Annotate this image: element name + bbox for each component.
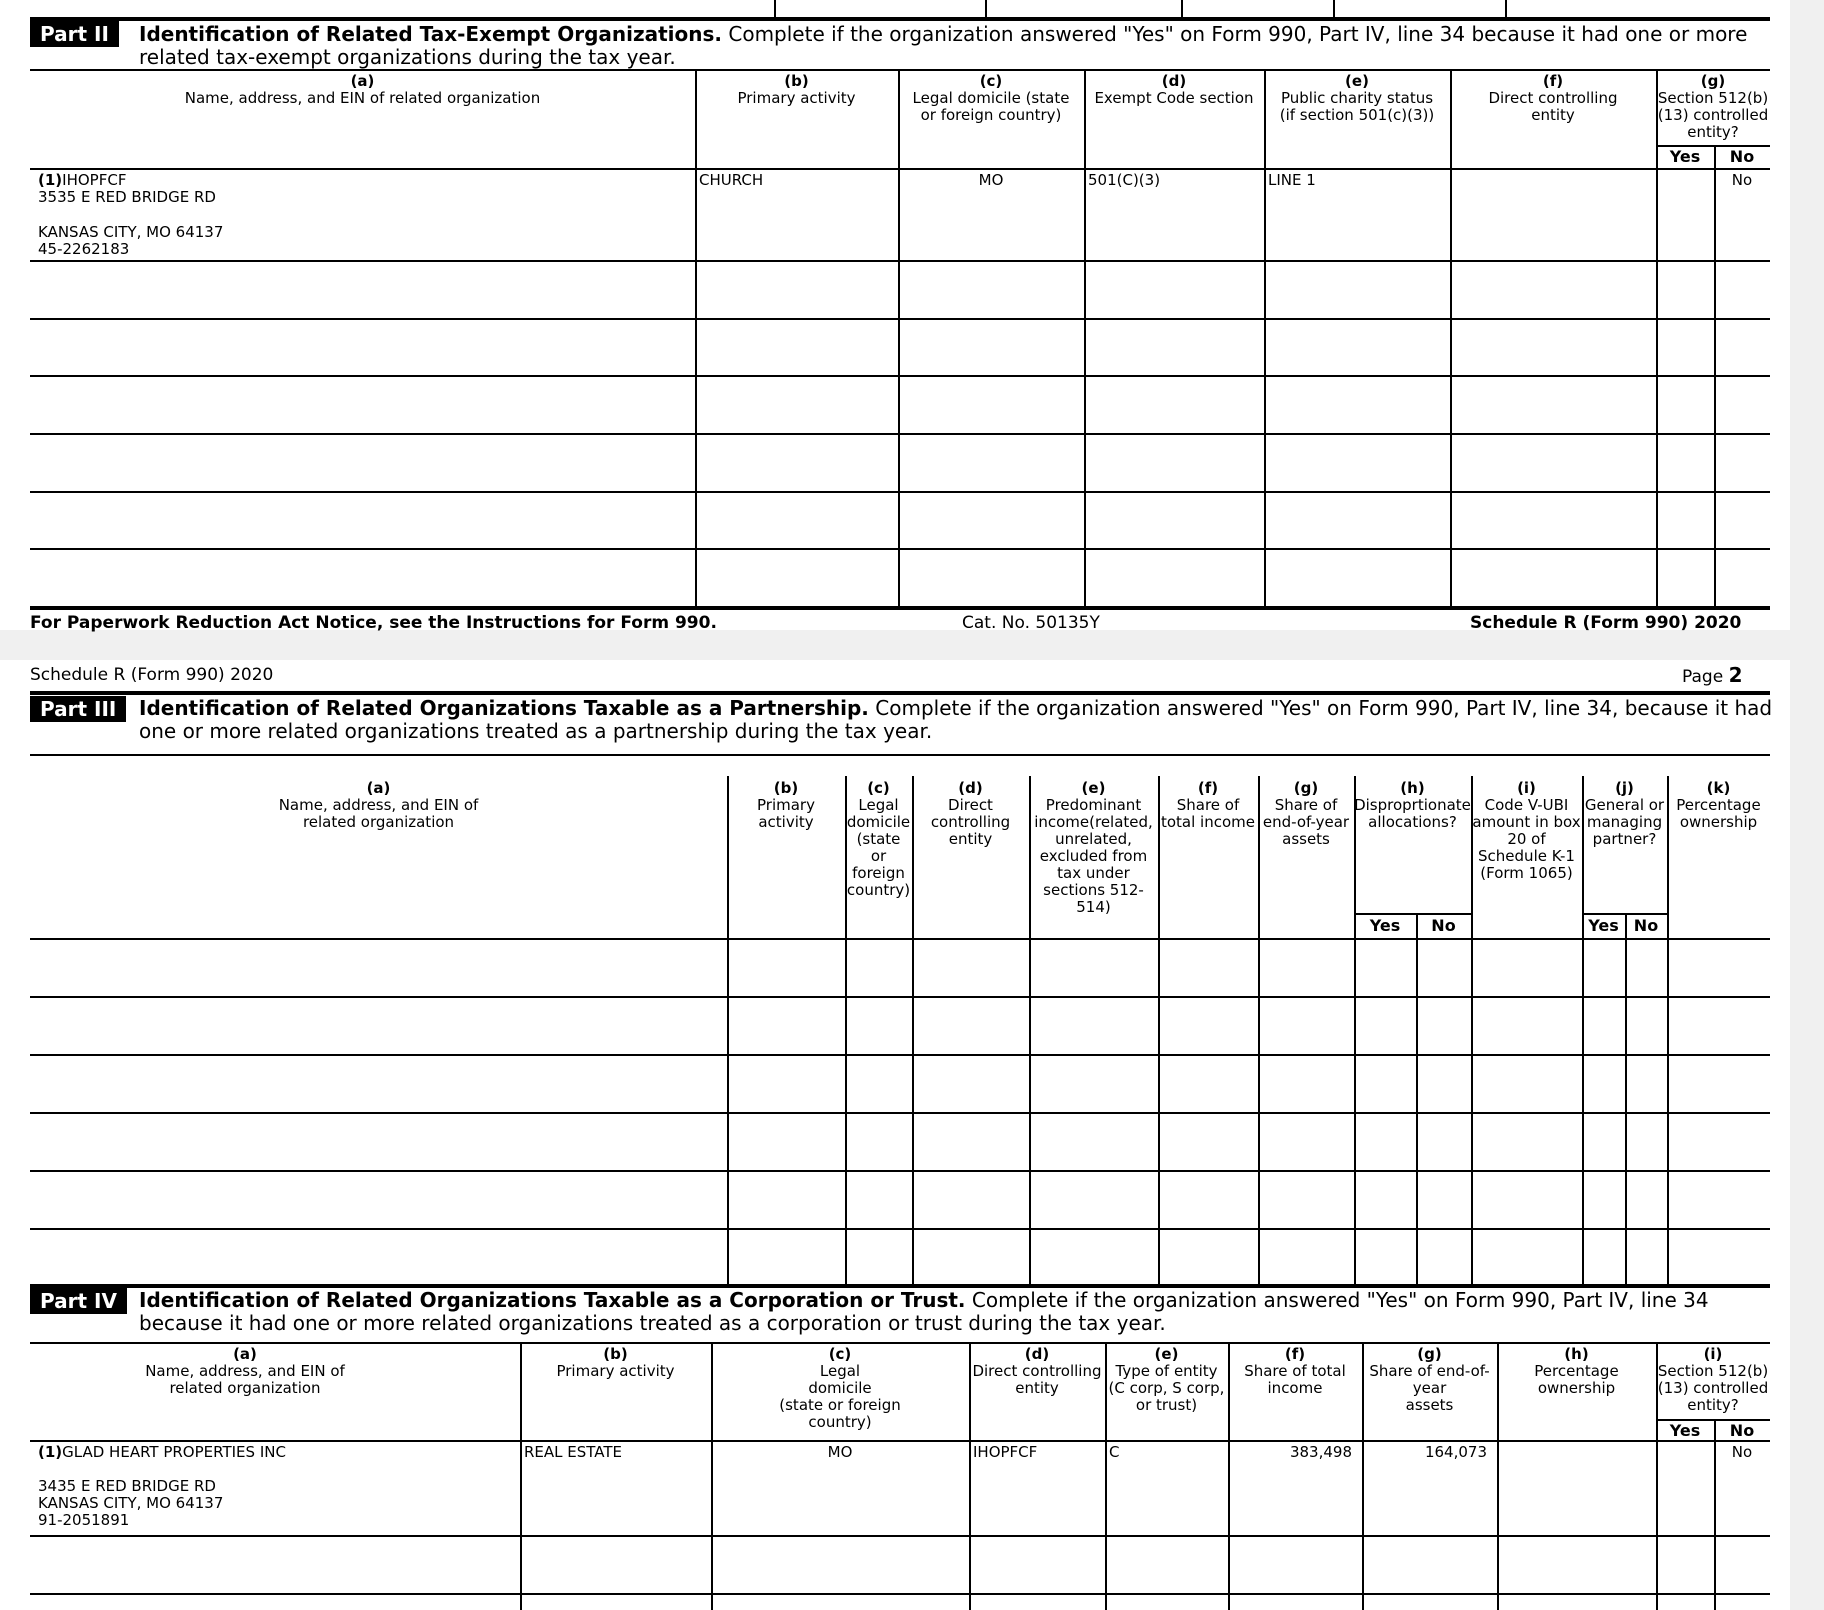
- org-activity: CHURCH: [699, 171, 764, 189]
- col-yes-label: Yes: [1369, 916, 1401, 935]
- col-letter: (e): [1081, 779, 1106, 797]
- org-activity: REAL ESTATE: [524, 1443, 623, 1461]
- col-label: allocations?: [1368, 813, 1457, 831]
- col-letter: (i): [1517, 779, 1536, 797]
- col-label: sections 512-: [1043, 881, 1144, 899]
- col-yes-label: Yes: [1588, 916, 1619, 935]
- col-letter: (a): [366, 779, 391, 797]
- col-label: Predominant: [1045, 796, 1142, 814]
- org-ein: 45-2262183: [38, 240, 130, 258]
- org-name: IHOPFCF: [62, 171, 127, 189]
- col-label: year: [1412, 1379, 1447, 1397]
- col-letter: (f): [1284, 1345, 1306, 1363]
- col-label: 20 of: [1507, 830, 1546, 848]
- part2-title-rest: Complete if the organization answered "Yes" on Form 990, Part IV, line 34 because it had one or more: [722, 22, 1748, 46]
- col-label: excluded from: [1039, 847, 1148, 865]
- col-label: Exempt Code section: [1094, 89, 1254, 107]
- col-label: ownership: [1679, 813, 1758, 831]
- col-letter: (b): [603, 1345, 628, 1363]
- schedule-r-page-2: [0, 660, 1790, 1610]
- col-label: entity: [1015, 1379, 1059, 1397]
- schedule-footer: Schedule R (Form 990) 2020: [1470, 613, 1742, 633]
- col-label: unrelated,: [1055, 830, 1132, 848]
- col-label: Share of end-of-: [1369, 1362, 1490, 1380]
- col-label: ownership: [1537, 1379, 1616, 1397]
- part3-title: [139, 697, 1772, 720]
- col-label: foreign: [852, 864, 905, 882]
- col-letter: (j): [1615, 779, 1634, 797]
- org-charity-status: LINE 1: [1268, 171, 1316, 189]
- part3-label: Part III: [30, 696, 126, 722]
- col-label: Direct: [948, 796, 993, 814]
- page-header-left: Schedule R (Form 990) 2020: [30, 665, 274, 685]
- col-label: Share of total: [1244, 1362, 1346, 1380]
- col-label: or: [870, 847, 887, 865]
- col-label: (state or foreign: [779, 1396, 901, 1414]
- col-letter: (g): [1417, 1345, 1442, 1363]
- col-label: Direct controlling: [1488, 89, 1618, 107]
- schedule-r-page-1: [0, 0, 1790, 633]
- col-label: Percentage: [1534, 1362, 1619, 1380]
- col-letter: (c): [979, 72, 1003, 90]
- part2-label: Part II: [30, 21, 119, 47]
- col-label: (C corp, S corp,: [1108, 1379, 1225, 1397]
- col-letter: (f): [1197, 779, 1219, 797]
- col-label: Disproprtionate: [1354, 796, 1471, 814]
- org-code-section: 501(C)(3): [1088, 171, 1161, 189]
- col-label: General or: [1584, 796, 1665, 814]
- col-letter: (d): [1024, 1345, 1050, 1363]
- part4-title: [139, 1289, 1709, 1312]
- col-label: end-of-year: [1262, 813, 1350, 831]
- col-yes-label: Yes: [1669, 147, 1701, 166]
- col-label: 514): [1076, 898, 1111, 916]
- col-label: Public charity status: [1280, 89, 1434, 107]
- col-label: Name, address, and EIN of: [278, 796, 479, 814]
- col-label: related organization: [302, 813, 455, 831]
- col-label: (13) controlled: [1657, 1379, 1769, 1397]
- col-label: assets: [1405, 1396, 1454, 1414]
- part4-title-line2: because it had one or more related organizations treated as a corporation or trust during the tax year.: [139, 1311, 1166, 1335]
- col-label: Code V-UBI: [1484, 796, 1569, 814]
- col-letter: (c): [867, 779, 890, 797]
- org-address-line1: 3435 E RED BRIDGE RD: [38, 1477, 216, 1495]
- col-label: Percentage: [1676, 796, 1761, 814]
- col-letter: (c): [828, 1345, 852, 1363]
- page-number-value: 2: [1728, 663, 1743, 687]
- org-domicile: MO: [978, 171, 1004, 189]
- row-number: (1): [38, 1443, 63, 1461]
- part3-title-line2: one or more related organizations treated as a partnership during the tax year.: [139, 719, 933, 743]
- org-share-assets: 164,073: [1424, 1443, 1487, 1461]
- org-domicile: MO: [827, 1443, 853, 1461]
- col-letter: (e): [1345, 72, 1369, 90]
- org-share-income: 383,498: [1289, 1443, 1352, 1461]
- paperwork-notice: For Paperwork Reduction Act Notice, see the Instructions for Form 990.: [30, 613, 717, 633]
- col-label: (if section 501(c)(3)): [1279, 106, 1435, 124]
- col-no-label: No: [1431, 916, 1456, 935]
- col-label: Schedule K-1: [1478, 847, 1575, 865]
- col-label: controlling: [930, 813, 1011, 831]
- col-label: Share of: [1176, 796, 1240, 814]
- col-label: Legal domicile (state: [912, 89, 1070, 107]
- col-label: entity?: [1687, 1396, 1739, 1414]
- col-label: partner?: [1592, 830, 1657, 848]
- col-letter: (d): [1161, 72, 1187, 90]
- col-letter: (d): [958, 779, 983, 797]
- col-no-label: No: [1729, 147, 1755, 166]
- col-label: total income: [1160, 813, 1255, 831]
- col-label: Primary activity: [556, 1362, 675, 1380]
- part2-title-line2: related tax-exempt organizations during the tax year.: [139, 45, 676, 69]
- part2-title-bold: Identification of Related Tax-Exempt Organizations.: [139, 22, 723, 46]
- col-label: amount in box: [1472, 813, 1581, 831]
- row-number: (1): [38, 171, 63, 189]
- col-letter: (k): [1706, 779, 1731, 797]
- col-label: activity: [758, 813, 814, 831]
- org-controlled-no: No: [1731, 1443, 1753, 1461]
- col-label: entity: [1531, 106, 1575, 124]
- org-entity-type: C: [1109, 1443, 1120, 1461]
- col-label: or trust): [1135, 1396, 1198, 1414]
- col-letter: (a): [233, 1345, 257, 1363]
- col-label: Legal: [858, 796, 899, 814]
- org-controlled-no: No: [1731, 171, 1753, 189]
- col-label: Name, address, and EIN of related organization: [184, 89, 541, 107]
- col-label: domicile: [846, 813, 911, 831]
- col-label: Type of entity: [1115, 1362, 1218, 1380]
- col-label: country): [808, 1413, 872, 1431]
- col-label: tax under: [1057, 864, 1130, 882]
- col-label: income(related,: [1034, 813, 1153, 831]
- col-letter: (h): [1400, 779, 1425, 797]
- org-controlling-entity: IHOPFCF: [973, 1443, 1038, 1461]
- col-letter: (b): [784, 72, 809, 90]
- col-letter: (h): [1564, 1345, 1589, 1363]
- col-letter: (g): [1700, 72, 1726, 90]
- part4-title-rest: Complete if the organization answered "Yes" on Form 990, Part IV, line 34: [965, 1288, 1709, 1312]
- col-label: domicile: [808, 1379, 872, 1397]
- col-label: or foreign country): [920, 106, 1062, 124]
- org-address-line1: 3535 E RED BRIDGE RD: [38, 188, 216, 206]
- col-yes-label: Yes: [1669, 1421, 1701, 1440]
- col-label: Section 512(b): [1657, 1362, 1769, 1380]
- col-label: (state: [856, 830, 901, 848]
- col-letter: (f): [1542, 72, 1564, 90]
- col-label: Name, address, and EIN of: [145, 1362, 345, 1380]
- part3-title-rest: Complete if the organization answered "Yes" on Form 990, Part IV, line 34, because it had: [868, 696, 1773, 720]
- col-label: assets: [1282, 830, 1330, 848]
- org-address-line2: KANSAS CITY, MO 64137: [38, 223, 224, 241]
- org-name: GLAD HEART PROPERTIES INC: [62, 1443, 286, 1461]
- page-number: [1682, 665, 1742, 687]
- row-name-cell: [38, 1444, 286, 1461]
- row-name-cell: [38, 172, 126, 189]
- col-letter: (b): [773, 779, 799, 797]
- col-label: managing: [1586, 813, 1663, 831]
- col-label: Section 512(b): [1657, 89, 1769, 107]
- catalog-number: Cat. No. 50135Y: [962, 613, 1100, 633]
- col-label: entity: [948, 830, 993, 848]
- col-label: Primary activity: [737, 89, 856, 107]
- col-letter: (i): [1703, 1345, 1723, 1363]
- col-letter: (a): [350, 72, 375, 90]
- col-letter: (g): [1293, 779, 1319, 797]
- col-label: Primary: [757, 796, 815, 814]
- org-ein: 91-2051891: [38, 1511, 130, 1529]
- org-address-line2: KANSAS CITY, MO 64137: [38, 1494, 224, 1512]
- col-label: Share of: [1274, 796, 1338, 814]
- page-label: Page: [1682, 667, 1729, 687]
- part3-title-bold: Identification of Related Organizations Taxable as a Partnership.: [139, 696, 869, 720]
- col-label: country): [846, 881, 911, 899]
- col-label: income: [1267, 1379, 1323, 1397]
- part4-label: Part IV: [30, 1288, 127, 1314]
- col-label: Legal: [819, 1362, 861, 1380]
- col-label: (13) controlled: [1657, 106, 1769, 124]
- col-label: related organization: [169, 1379, 321, 1397]
- part4-title-bold: Identification of Related Organizations Taxable as a Corporation or Trust.: [139, 1288, 966, 1312]
- col-label: entity?: [1687, 123, 1739, 141]
- col-label: Direct controlling: [972, 1362, 1102, 1380]
- part2-title: [139, 23, 1747, 46]
- col-letter: (e): [1154, 1345, 1179, 1363]
- col-no-label: No: [1729, 1421, 1755, 1440]
- col-no-label: No: [1633, 916, 1659, 935]
- col-label: (Form 1065): [1480, 864, 1573, 882]
